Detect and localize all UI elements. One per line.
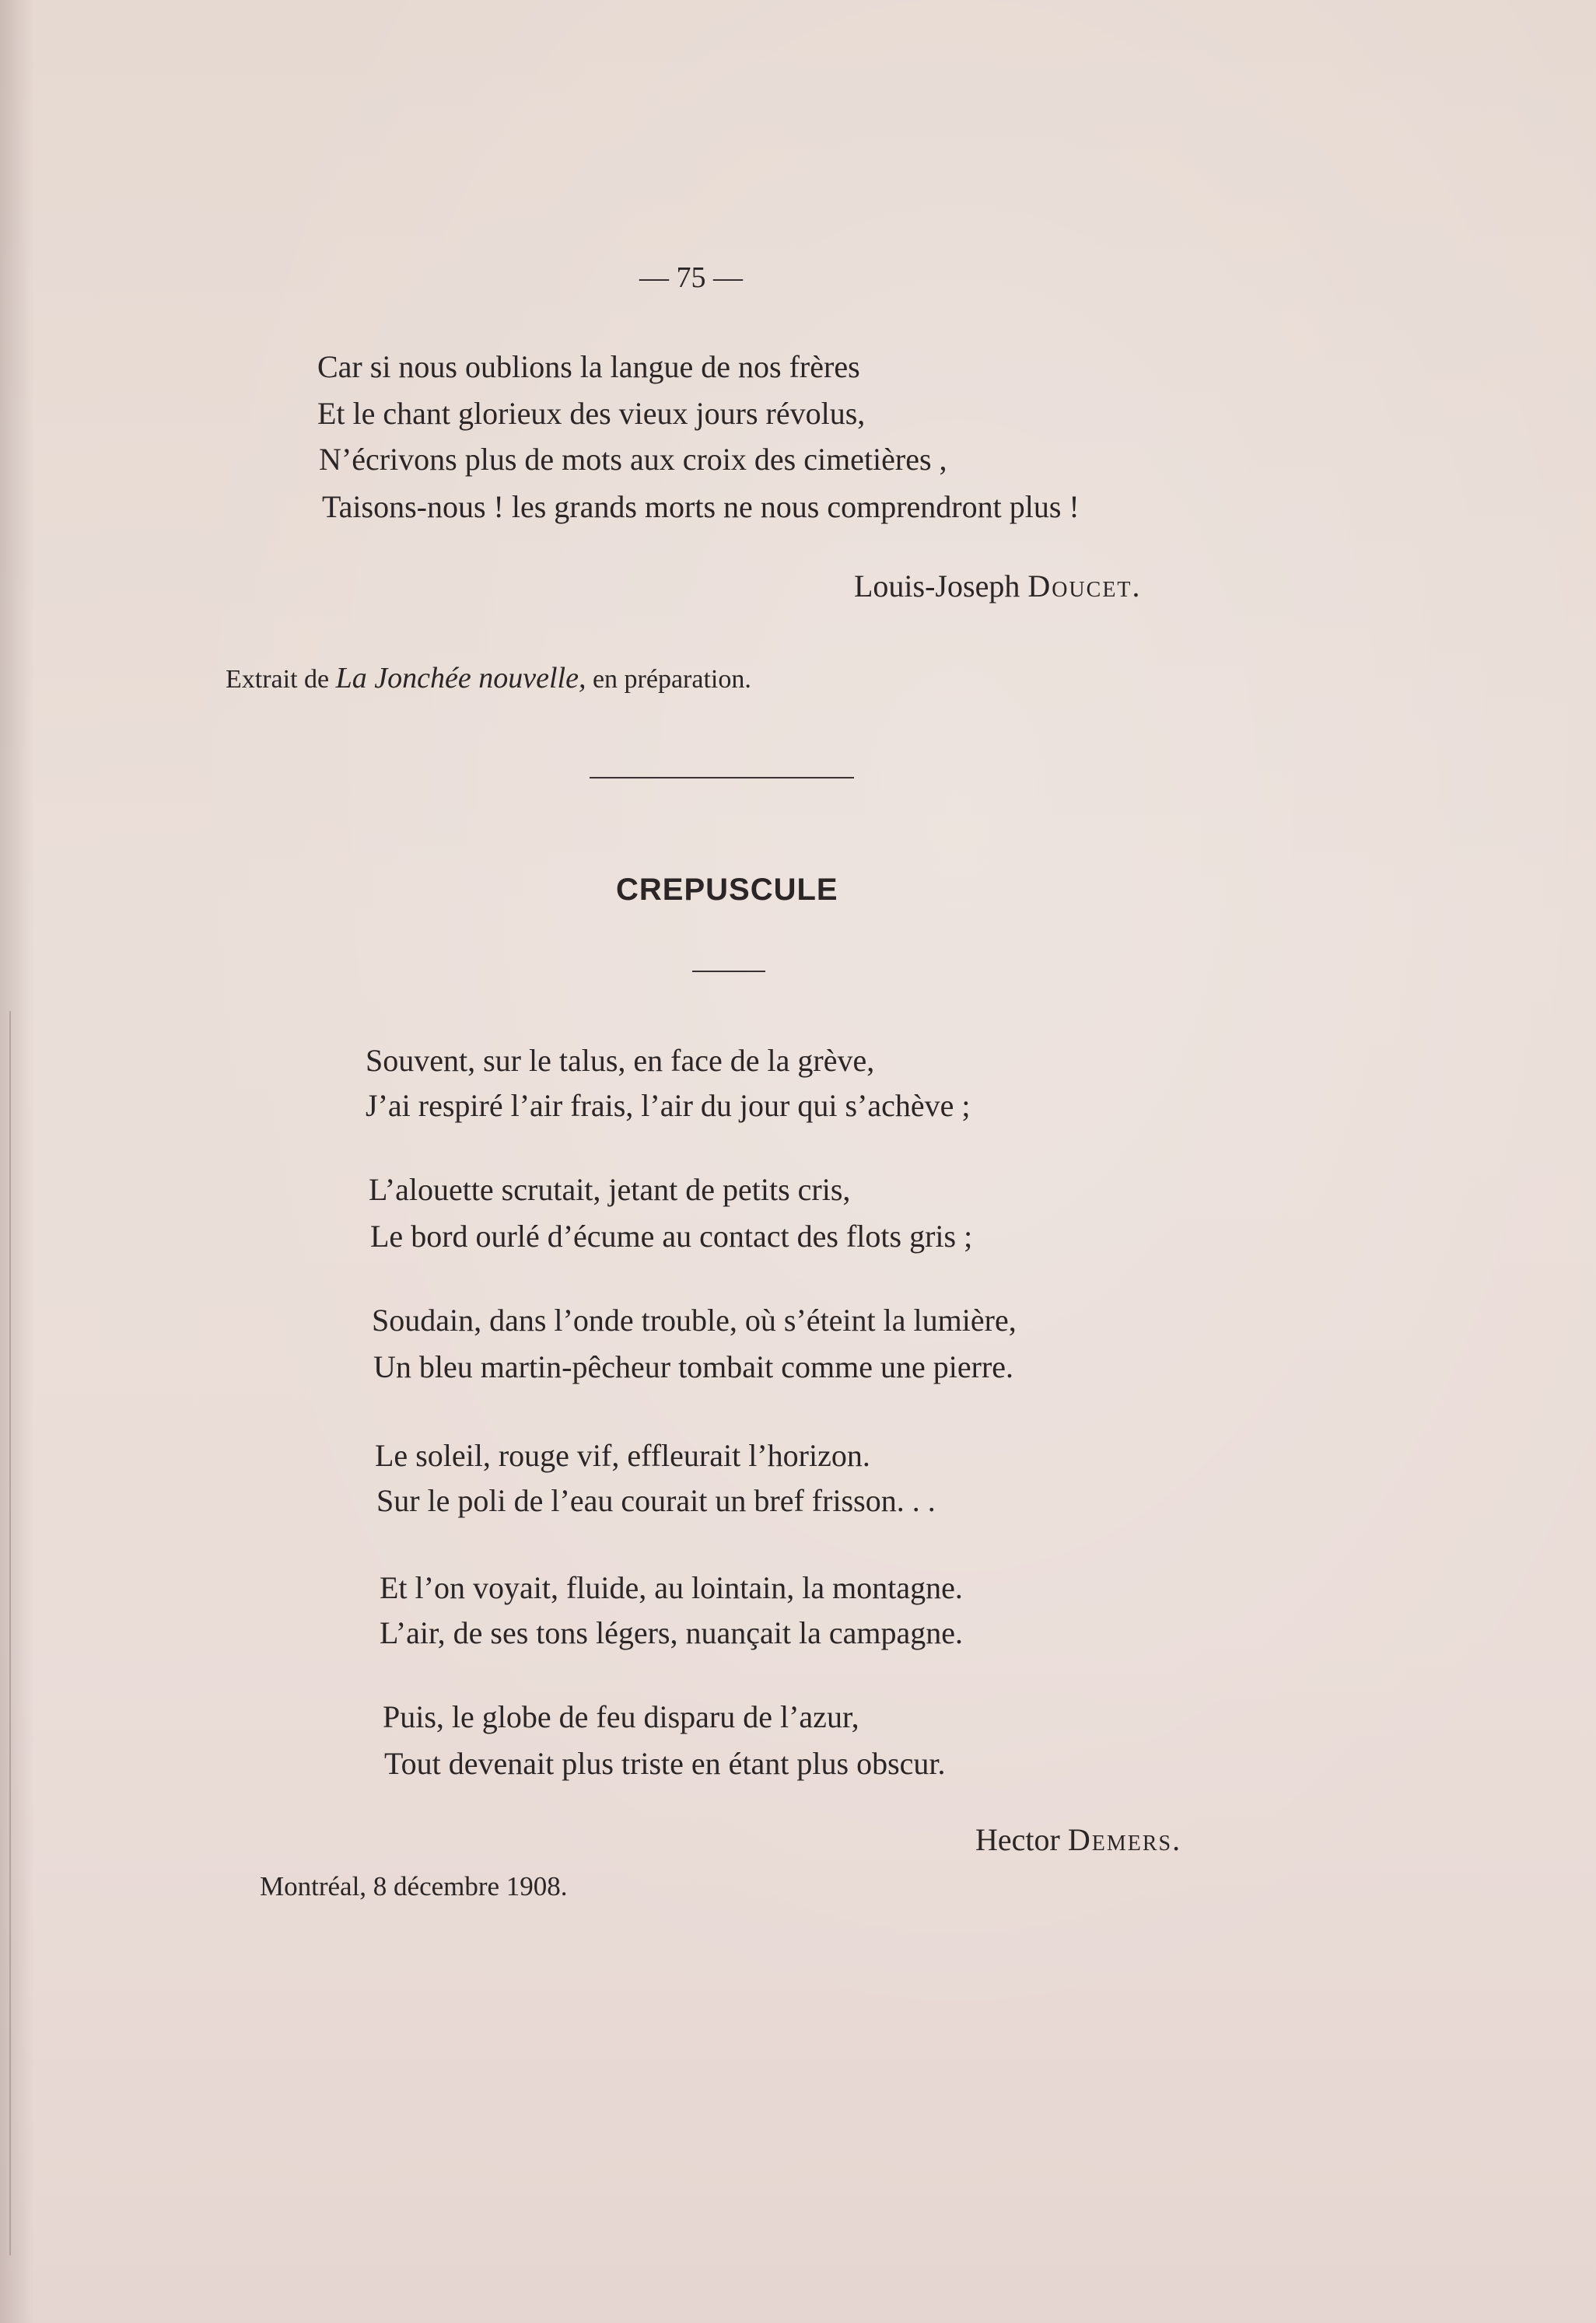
title-underline	[692, 971, 765, 972]
poem2-line: Souvent, sur le talus, en face de la grève,	[366, 1043, 875, 1078]
source-note-work: La Jonchée nouvelle,	[335, 662, 586, 694]
poem1-author-first: Louis-Joseph	[854, 569, 1020, 603]
poem1-line: Et le chant glorieux des vieux jours révolus,	[317, 396, 866, 431]
page-number: — 75 —	[639, 261, 743, 294]
poem2-author-last: Demers.	[1067, 1822, 1182, 1857]
page-gutter-shadow	[0, 0, 34, 2323]
section-divider	[590, 777, 854, 778]
poem1-line: N’écrivons plus de mots aux croix des cimetières ,	[319, 442, 947, 477]
poem1-author-last: Doucet.	[1027, 569, 1142, 603]
poem2-line: Le bord ourlé d’écume au contact des flots gris ;	[370, 1219, 973, 1254]
place-date: Montréal, 8 décembre 1908.	[260, 1871, 568, 1901]
poem2-author	[975, 1824, 1181, 1856]
poem2-line: Et l’on voyait, fluide, au lointain, la montagne.	[380, 1570, 963, 1605]
poem2-line: Sur le poli de l’eau courait un bref frisson. . .	[376, 1483, 936, 1518]
poem1-line: Car si nous oublions la langue de nos frères	[317, 349, 860, 384]
poem2-line: Tout devenait plus triste en étant plus obscur.	[384, 1746, 946, 1781]
poem2-line: Soudain, dans l’onde trouble, où s’éteint la lumière,	[372, 1303, 1017, 1338]
source-note	[226, 663, 751, 693]
poem2-line: Un bleu martin-pêcheur tombait comme une pierre.	[373, 1349, 1014, 1384]
poem1-author	[854, 571, 1142, 602]
poem2-author-first: Hector	[975, 1822, 1060, 1857]
poem2-line: L’alouette scrutait, jetant de petits cris,	[369, 1172, 851, 1207]
source-note-suffix: en préparation.	[592, 665, 751, 694]
poem2-line: J’ai respiré l’air frais, l’air du jour qui s’achève ;	[366, 1088, 971, 1123]
poem2-line: Puis, le globe de feu disparu de l’azur,	[383, 1699, 859, 1734]
poem2-title: CREPUSCULE	[616, 873, 838, 907]
poem2-line: Le soleil, rouge vif, effleurait l’horizon.	[375, 1438, 870, 1473]
source-note-prefix: Extrait de	[226, 665, 330, 694]
poem2-line: L’air, de ses tons légers, nuançait la campagne.	[380, 1615, 963, 1650]
poem1-line: Taisons-nous ! les grands morts ne nous comprendront plus !	[322, 489, 1080, 524]
page-gutter-line	[9, 1011, 11, 2255]
